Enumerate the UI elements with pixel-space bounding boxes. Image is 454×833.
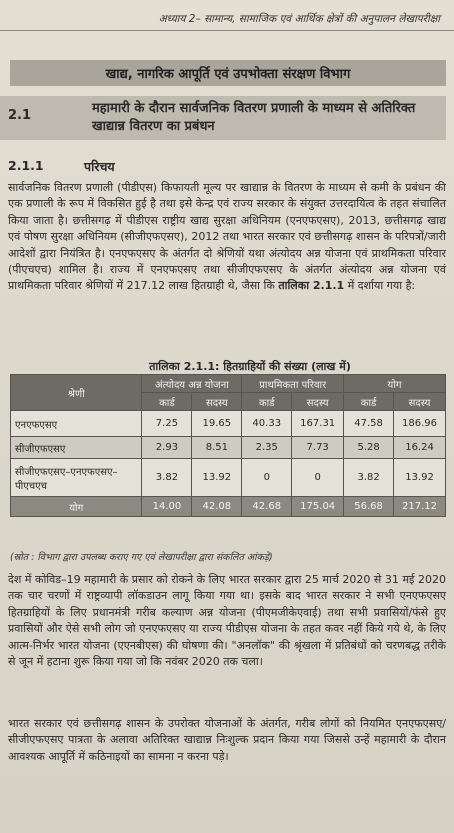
table-reference: तालिका 2.1.1 [278, 279, 345, 293]
cell: 19.65 [192, 411, 242, 437]
cell: 13.92 [192, 459, 242, 497]
final-paragraph: भारत सरकार एवं छत्तीसगढ़ शासन के उपरोक्त योजनाओं के अंतर्गत, गरीब लोगों को नियमित एनएफएसए/सीजीएफएसए पात्रता के अलावा अतिरिक्त खाद्यान्न निःशुल्क प्रदान किया गया जिससे उन्हें महामारी के दौरान आवश्यक आपूर्ति में कठिनाइयों का सामना न करना पड़े। [8, 717, 446, 763]
cell: 217.12 [394, 497, 446, 517]
table-row [11, 411, 446, 437]
beneficiaries-table [10, 374, 446, 517]
subheader-cards: कार्ड [142, 393, 192, 411]
subsection-heading [0, 158, 300, 176]
table-row [11, 437, 446, 459]
cell: 40.33 [242, 411, 292, 437]
cell: 175.04 [292, 497, 344, 517]
intro-paragraph [8, 180, 446, 295]
table-title: तालिका 2.1.1: हितग्राहियों की संख्या (लाख में) [149, 360, 351, 373]
header-group-phh: प्राथमिकता परिवार [242, 375, 344, 393]
cell: 2.35 [242, 437, 292, 459]
cell: 16.24 [394, 437, 446, 459]
cell: 2.93 [142, 437, 192, 459]
header-group-aay: अंत्योदय अन्न योजना [142, 375, 242, 393]
row-category: सीजीएफएसए–एनएफएसए–पीएचएच [11, 459, 142, 497]
covid-paragraph: देश में कोविड–19 महामारी के प्रसार को रोकने के लिए भारत सरकार द्वारा 25 मार्च 2020 से 31 मई 2020 तक चार चरणों में राष्ट्रव्यापी लॉकडाउन लागू किया गया था। इसके बाद भारत सरकार ने सभी एनएफएसए हितग्राहियों के लिए प्रधानमंत्री गरीब कल्याण अन्न योजना (पीएमजीकेएवाई) तथा सभी प्रवासियों/फंसे हुए प्रवासियों और ऐसे सभी लोग जो एनएफएसए या राज्य पीडीएस योजना के तहत कवर नहीं किये गये थे, के लिए आत्म-निर्भर भारत योजना (एएनबीएस) की घोषणा की। "अनलॉक" की श्रृंखला में प्रतिबंधों को चरणबद्ध तरीके से जून में हटाना शुरू किया गया जो कि नवंबर 2020 तक चला। [8, 573, 446, 669]
section-number: 2.1 [8, 108, 32, 123]
cell: 14.00 [142, 497, 192, 517]
department-banner: खाद्य, नागरिक आपूर्ति एवं उपभोक्ता संरक्षण विभाग [10, 60, 446, 86]
cell: 42.08 [192, 497, 242, 517]
cell: 0 [292, 459, 344, 497]
table-total-row [11, 497, 446, 517]
cell: 8.51 [192, 437, 242, 459]
cell: 56.68 [344, 497, 394, 517]
subheader-cards: कार्ड [344, 393, 394, 411]
subheader-cards: कार्ड [242, 393, 292, 411]
header-category: श्रेणी [11, 375, 142, 411]
table-row [11, 459, 446, 497]
cell: 0 [242, 459, 292, 497]
cell: 42.68 [242, 497, 292, 517]
section-title: महामारी के दौरान सार्वजनिक वितरण प्रणाली के माध्यम से अतिरिक्त खाद्यान्न वितरण का प्रबंधन [92, 101, 416, 134]
row-category: सीजीएफएसए [11, 437, 142, 459]
cell: 7.25 [142, 411, 192, 437]
header-group-total: योग [344, 375, 446, 393]
cell: 47.58 [344, 411, 394, 437]
header-rule [0, 30, 454, 31]
running-header: अध्याय 2– सामान्य, सामाजिक एवं आर्थिक क्षेत्रों की अनुपालन लेखापरीक्षा [158, 13, 440, 25]
cell: 3.82 [142, 459, 192, 497]
total-label: योग [11, 497, 142, 517]
cell: 13.92 [394, 459, 446, 497]
row-category: एनएफएसए [11, 411, 142, 437]
intro-text: सार्वजनिक वितरण प्रणाली (पीडीएस) किफायती मूल्य पर खाद्यान्न के वितरण के माध्यम से कमी के प्रबंधन की एक प्रणाली के रूप में विकसित हुई है तथा इसे केन्द्र एवं राज्य सरकार के संयुक्त उत्तरदायित्व के तहत संचालित किया जाता है। छत्तीसगढ़ में पीडीएस राष्ट्रीय खाद्य सुरक्षा अधिनियम (एनएफएसए), 2013, छत्तीसगढ़ खाद्य एवं पोषण सुरक्षा अधिनियम (सीजीएफएसए), 2012 तथा भारत सरकार एवं छत्तीसगढ़ शासन के परिपत्रों/जारी आदेशों द्वारा नियंत्रित है। एनएफएसए के अंतर्गत दो श्रेणियों यथा अंत्योदय अन्न योजना एवं प्राथमिकता परिवार (पीएचएच) शामिल है। राज्य में एनएफएसए तथा सीजीएफएसए के अंतर्गत अंत्योदय अन्न योजना एवं प्राथमिकता परिवार श्रेणियों में 217.12 लाख हितग्राही थे, जैसा कि [8, 181, 446, 293]
table-source: (स्रोत : विभाग द्वारा उपलब्ध कराए गए एवं लेखापरीक्षा द्वारा संकलित आंकड़े) [10, 552, 273, 563]
cell: 186.96 [394, 411, 446, 437]
cell: 167.31 [292, 411, 344, 437]
cell: 5.28 [344, 437, 394, 459]
cell: 3.82 [344, 459, 394, 497]
subheader-members: सदस्य [394, 393, 446, 411]
section-heading [0, 96, 446, 140]
cell: 7.73 [292, 437, 344, 459]
subheader-members: सदस्य [292, 393, 344, 411]
subsection-title: परिचय [84, 159, 115, 174]
intro-tail: में दर्शाया गया है: [344, 279, 416, 293]
subheader-members: सदस्य [192, 393, 242, 411]
subsection-number: 2.1.1 [8, 158, 44, 173]
